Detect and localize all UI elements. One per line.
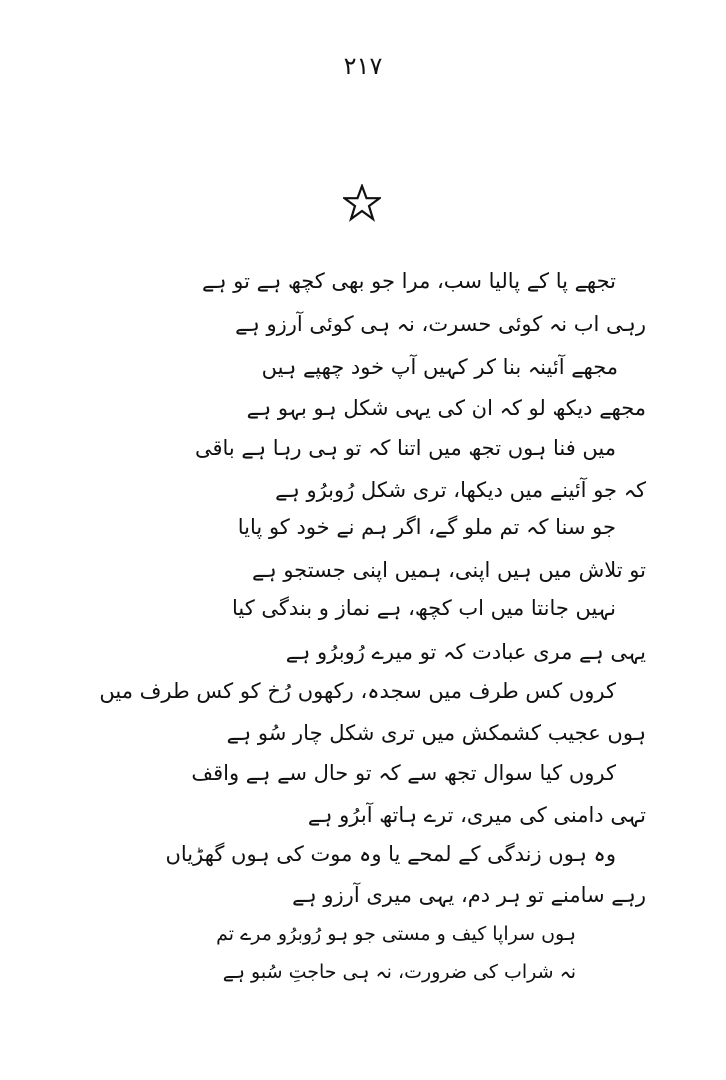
poem-line: وہ ہوں زندگی کے لمحے یا وہ موت کی ہوں گھڑیاں — [165, 842, 616, 866]
poem-line: جو سنا کہ تم ملو گے، اگر ہم نے خود کو پایا — [237, 515, 616, 539]
poem-line: کروں کیا سوال تجھ سے کہ تو حال سے ہے واقف — [191, 761, 616, 785]
poem-line: نہیں جانتا میں اب کچھ، ہے نماز و بندگی کیا — [232, 596, 616, 620]
poem-line: مجھے دیکھ لو کہ ان کی یہی شکل ہو بہو ہے — [246, 396, 646, 420]
poem-line: کہ جو آئینے میں دیکھا، تری شکل رُوبرُو ہے — [275, 478, 646, 502]
poem-line: ہوں سراپا کیف و مستی جو ہو رُوبرُو مرے تم — [216, 923, 576, 945]
poem-line: رہی اب نہ کوئی حسرت، نہ ہی کوئی آرزو ہے — [235, 312, 646, 336]
poem-line: تہی دامنی کی میری، ترے ہاتھ آبرُو ہے — [307, 803, 646, 827]
poem-line: رہے سامنے تو ہر دم، یہی میری آرزو ہے — [292, 883, 646, 907]
poem-line: میں فنا ہوں تجھ میں اتنا کہ تو ہی رہا ہے باقی — [194, 436, 616, 460]
poem-line: تجھے پا کے پالیا سب، مرا جو بھی کچھ ہے تو ہے — [202, 269, 616, 293]
page-number: ۲۱۷ — [343, 52, 383, 80]
poem-line: تو تلاش میں ہیں اپنی، ہمیں اپنی جستجو ہے — [252, 558, 646, 582]
poem-line: مجھے آئینہ بنا کر کہیں آپ خود چھپے ہیں — [261, 355, 618, 379]
star-icon — [343, 184, 381, 222]
poem-line: یہی ہے مری عبادت کہ تو میرے رُوبرُو ہے — [285, 640, 646, 664]
poem-line: نہ شراب کی ضرورت، نہ ہی حاجتِ سُبو ہے — [222, 961, 576, 983]
poem-line: کروں کس طرف میں سجدہ، رکھوں رُخ کو کس طرف میں — [99, 679, 616, 703]
poem-line: ہوں عجیب کشمکش میں تری شکل چار سُو ہے — [226, 721, 646, 745]
